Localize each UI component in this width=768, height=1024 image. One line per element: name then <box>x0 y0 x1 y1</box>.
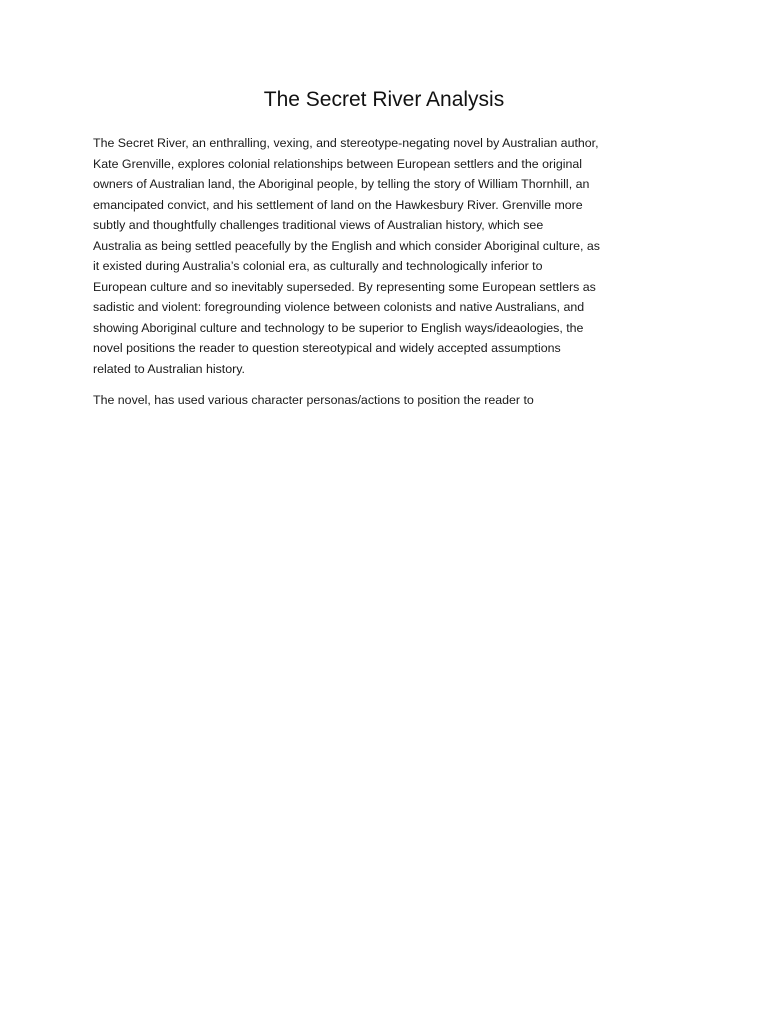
text-line: showing Aboriginal culture and technology to be superior to English ways/ideaologies, the <box>93 320 584 335</box>
text-line: it existed during Australia’s colonial era, as culturally and technologically inferior to <box>93 259 543 273</box>
text-line: Australia as being settled peacefully by the English and which consider Aboriginal culture, as <box>93 238 600 253</box>
document-body <box>93 133 693 411</box>
page-title: The Secret River Analysis <box>263 88 505 111</box>
text-line: Kate Grenville, explores colonial relationships between European settlers and the original <box>93 156 583 171</box>
paragraph-1 <box>93 133 693 379</box>
paragraph-2 <box>93 390 693 411</box>
text-line: novel positions the reader to question stereotypical and widely accepted assumptions <box>93 341 561 355</box>
text-line: The novel, has used various character personas/actions to position the reader to <box>93 393 534 407</box>
text-line: related to Australian history. <box>93 361 245 376</box>
text-line: sadistic and violent: foregrounding violence between colonists and native Australians, and <box>93 300 585 314</box>
text-line: The Secret River, an enthralling, vexing, and stereotype-negating novel by Australian author, <box>93 136 599 150</box>
text-line: emancipated convict, and his settlement of land on the Hawkesbury River. Grenville more <box>93 197 583 212</box>
text-line: European culture and so inevitably superseded. By representing some European settlers as <box>93 279 596 294</box>
text-line: owners of Australian land, the Aboriginal people, by telling the story of William Thornhill, an <box>93 177 590 191</box>
text-line: subtly and thoughtfully challenges traditional views of Australian history, which see <box>93 218 544 232</box>
